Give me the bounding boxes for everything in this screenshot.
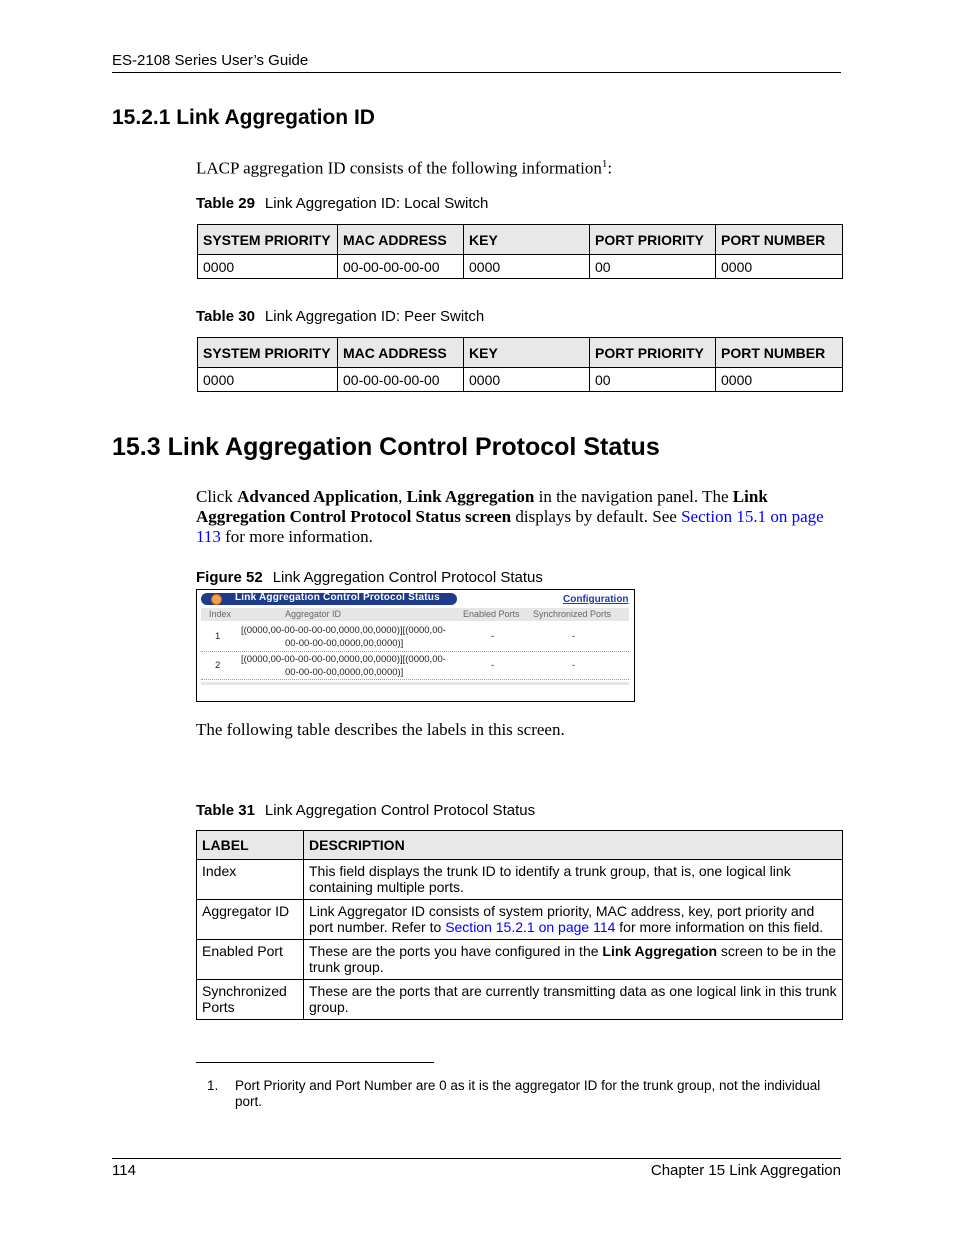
row-sync: - <box>572 660 576 671</box>
row-description: This field displays the trunk ID to identify a trunk group, that is, one logical link containing multiple ports. <box>304 860 843 900</box>
title-pill <box>201 593 457 605</box>
table-row <box>197 900 843 940</box>
table-header-row <box>197 831 843 860</box>
header-system-priority: SYSTEM PRIORITY <box>198 225 338 255</box>
table-30-title: Link Aggregation ID: Peer Switch <box>264 308 485 325</box>
col-index: Index <box>209 609 232 619</box>
chapter-title: Chapter 15 Link Aggregation <box>650 1162 841 1179</box>
figure-52-screenshot <box>196 589 635 702</box>
footnote-ref[interactable]: 1 <box>601 158 608 170</box>
cell-system-priority: 0000 <box>198 255 338 279</box>
row-label: Enabled Port <box>197 940 304 980</box>
page-number: 114 <box>112 1162 136 1179</box>
p1-bold-link-aggregation: Link Aggregation <box>406 487 535 506</box>
p1-text-h: for more information. <box>220 527 373 546</box>
row-enabled: - <box>491 631 495 642</box>
row-aggregator-line2: 00-00-00-00,0000,00,0000)] <box>285 638 404 649</box>
figure-52-title: Link Aggregation Control Protocol Status <box>272 569 543 586</box>
following-table-paragraph: The following table describes the labels in this screen. <box>196 720 565 739</box>
footnote-number: 1. <box>207 1078 219 1093</box>
intro-paragraph <box>196 154 612 179</box>
p1-text-c: , <box>398 487 407 506</box>
row-sync: - <box>572 631 576 642</box>
desc-text-a: These are the ports you have configured in the <box>309 943 603 959</box>
cell-port-priority: 00 <box>590 368 716 392</box>
table-30-caption <box>196 308 484 325</box>
footnote-rule <box>196 1062 434 1063</box>
header-port-priority: PORT PRIORITY <box>590 225 716 255</box>
section-15-1-link[interactable]: Section 15.1 on page 113 <box>196 507 824 546</box>
p1-text-e: in the navigation panel. The <box>534 487 733 506</box>
cell-mac-address: 00-00-00-00-00 <box>338 368 464 392</box>
row-description <box>304 900 843 940</box>
header-key: KEY <box>464 225 590 255</box>
table-31-number: Table 31 <box>196 802 255 819</box>
cell-port-priority: 00 <box>590 255 716 279</box>
screen-title-bar <box>201 593 630 606</box>
header-mac-address: MAC ADDRESS <box>338 338 464 368</box>
row-description: These are the ports that are currently transmitting data as one logical link in this trunk group. <box>304 980 843 1020</box>
table-row <box>198 255 843 279</box>
header-key: KEY <box>464 338 590 368</box>
screen-footer-bar <box>201 682 629 685</box>
header-port-priority: PORT PRIORITY <box>590 338 716 368</box>
orange-circle-icon <box>211 594 222 605</box>
table-31-caption <box>196 802 535 819</box>
screen-table-header <box>201 608 629 621</box>
table-29 <box>197 224 843 279</box>
row-description <box>304 940 843 980</box>
cell-system-priority: 0000 <box>198 368 338 392</box>
section-heading-15-3: 15.3 Link Aggregation Control Protocol Status <box>112 433 660 461</box>
table-30-number: Table 30 <box>196 308 255 325</box>
p1-bold-screen-name: Link Aggregation Control Protocol Status screen <box>196 487 768 526</box>
table-row <box>197 940 843 980</box>
header-label: LABEL <box>197 831 304 860</box>
row-index: 2 <box>215 660 221 671</box>
table-row <box>197 980 843 1020</box>
header-description: DESCRIPTION <box>304 831 843 860</box>
row-divider <box>201 651 629 652</box>
table-header-row <box>198 338 843 368</box>
row-index: 1 <box>215 631 221 642</box>
configuration-link[interactable]: Configuration <box>563 594 629 605</box>
desc-text-b: screen to be in the trunk group. <box>309 943 837 975</box>
table-30 <box>197 337 843 392</box>
header-rule <box>112 72 841 73</box>
section-15-3-paragraph <box>196 487 841 547</box>
section-heading-15-2-1: 15.2.1 Link Aggregation ID <box>112 106 375 129</box>
cell-port-number: 0000 <box>716 255 843 279</box>
table-31 <box>196 830 843 1020</box>
cell-key: 0000 <box>464 255 590 279</box>
footnote-text: Port Priority and Port Number are 0 as it is the aggregator ID for the trunk group, not the individual port. <box>235 1078 821 1109</box>
col-enabled-ports: Enabled Ports <box>463 609 520 619</box>
intro-text: LACP aggregation ID consists of the following information <box>196 158 602 178</box>
col-synchronized-ports: Synchronized Ports <box>533 609 612 619</box>
table-29-number: Table 29 <box>196 195 255 212</box>
intro-end: : <box>607 158 613 178</box>
row-divider <box>201 679 629 680</box>
table-29-caption <box>196 195 488 212</box>
section-15-2-1-link[interactable]: Section 15.2.1 on page 114 <box>445 919 616 935</box>
header-port-number: PORT NUMBER <box>716 338 843 368</box>
desc-bold: Link Aggregation <box>602 943 717 959</box>
cell-mac-address: 00-00-00-00-00 <box>338 255 464 279</box>
row-aggregator-line1: [(0000,00-00-00-00-00,0000,00,0000)][(0000,00- <box>241 654 446 665</box>
p1-text-a: Click <box>196 487 238 506</box>
table-row <box>198 368 843 392</box>
desc-text-a: Link Aggregator ID consists of system priority, MAC address, key, port priority and port number. Refer to <box>309 903 815 935</box>
cell-key: 0000 <box>464 368 590 392</box>
p1-text-g: displays by default. See <box>511 507 682 526</box>
header-port-number: PORT NUMBER <box>716 225 843 255</box>
cell-port-number: 0000 <box>716 368 843 392</box>
desc-text-b: for more information on this field. <box>615 919 824 935</box>
row-label: Synchronized Ports <box>197 980 304 1020</box>
row-label: Index <box>197 860 304 900</box>
row-enabled: - <box>491 660 495 671</box>
screen-title: Link Aggregation Control Protocol Status <box>235 592 440 603</box>
table-row <box>197 860 843 900</box>
col-aggregator-id: Aggregator ID <box>285 609 342 619</box>
running-header: ES-2108 Series User’s Guide <box>112 52 309 69</box>
row-label: Aggregator ID <box>197 900 304 940</box>
screen-row <box>201 624 629 651</box>
row-aggregator-line2: 00-00-00-00,0000,00,0000)] <box>285 667 404 678</box>
header-system-priority: SYSTEM PRIORITY <box>198 338 338 368</box>
p1-bold-advanced-application: Advanced Application <box>237 487 399 506</box>
table-29-title: Link Aggregation ID: Local Switch <box>264 195 489 212</box>
header-mac-address: MAC ADDRESS <box>338 225 464 255</box>
footnote <box>207 1078 841 1110</box>
figure-52-caption <box>196 569 543 586</box>
screen-row <box>201 653 629 680</box>
figure-52-number: Figure 52 <box>196 569 263 586</box>
table-header-row <box>198 225 843 255</box>
row-aggregator-line1: [(0000,00-00-00-00-00,0000,00,0000)][(0000,00- <box>241 625 446 636</box>
footer-rule <box>112 1158 841 1159</box>
table-31-title: Link Aggregation Control Protocol Status <box>264 802 536 819</box>
